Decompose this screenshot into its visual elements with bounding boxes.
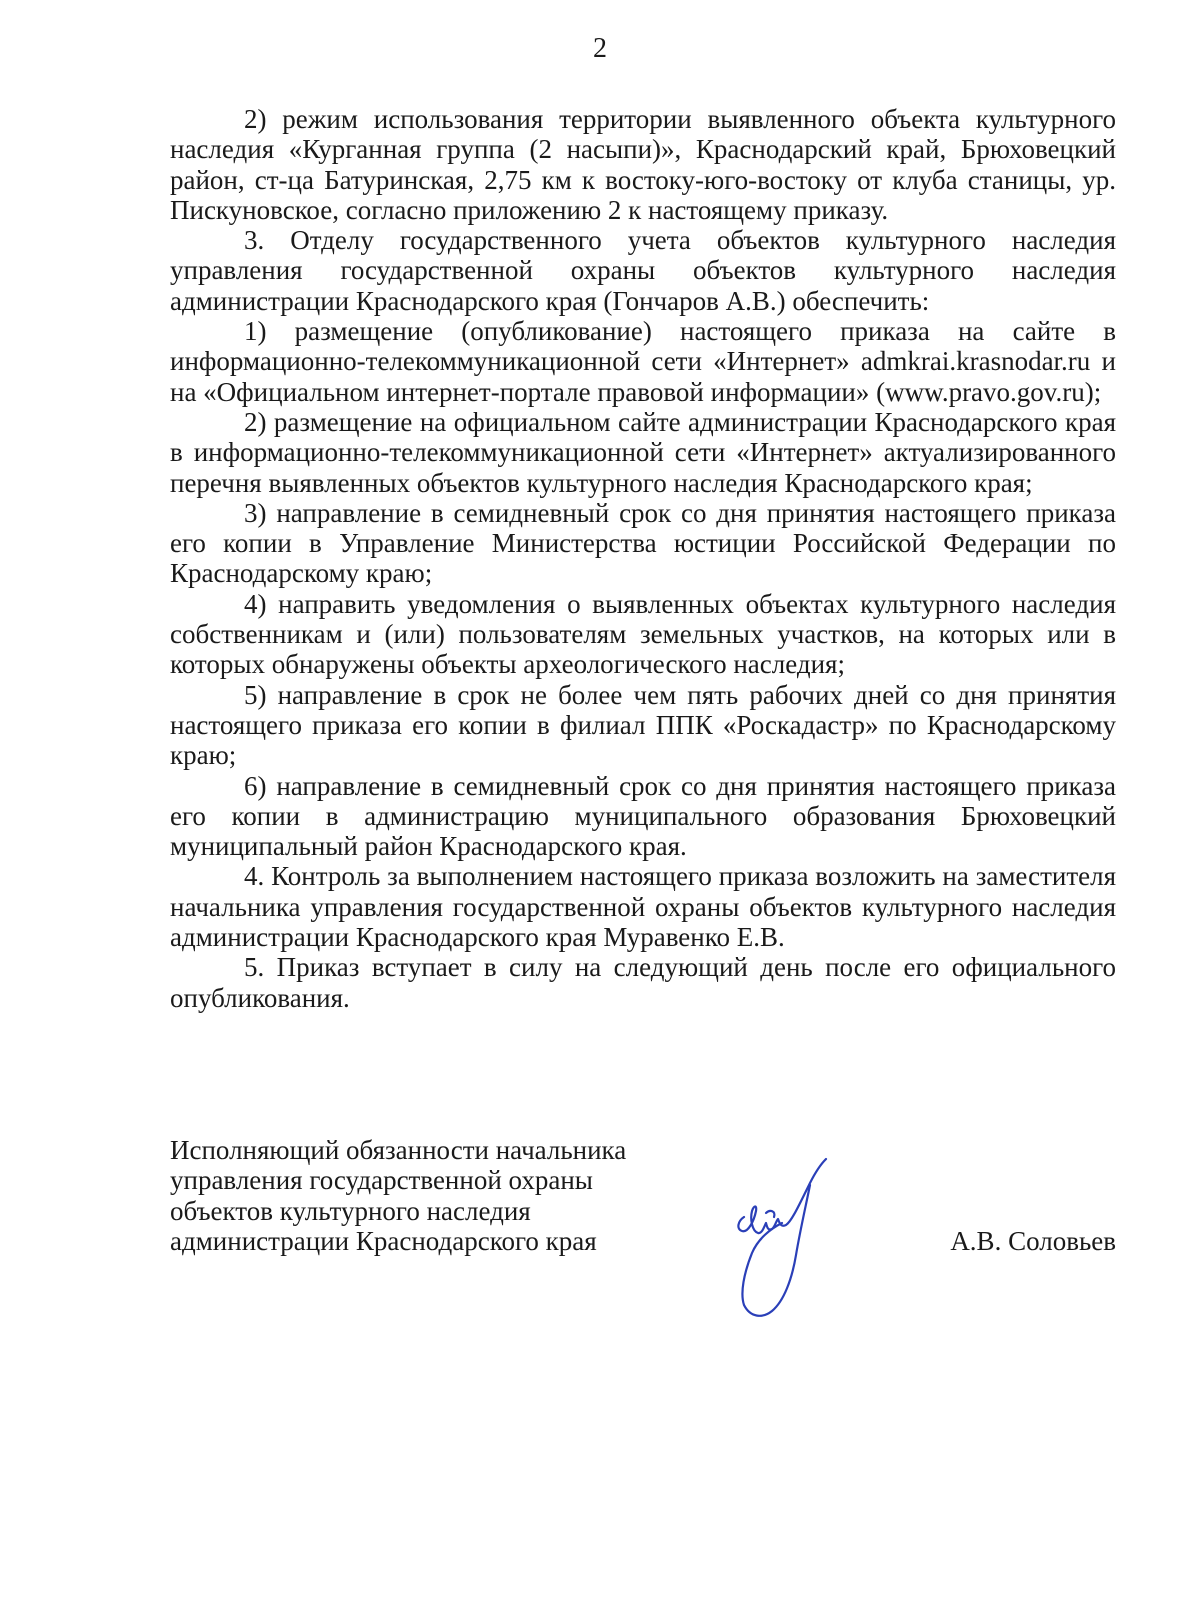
document-body bbox=[170, 104, 1116, 1013]
paragraph-item-3: 3. Отделу государственного учета объектов культурного наследия управления государственной охраны объектов культурного наследия администрации Краснодарского края (Гончаров А.В.) обеспечить: bbox=[170, 225, 1116, 316]
paragraph-subitem-3-ministry: 3) направление в семидневный срок со дня принятия настоящего приказа его копии в Управление Министерства юстиции Российской Федерации по Краснодарскому краю; bbox=[170, 497, 1116, 589]
signature-block bbox=[170, 1135, 1116, 1335]
paragraph-subitem-5-roskadastr: 5) направление в срок не более чем пять рабочих дней со дня принятия настоящего приказа его копии в филиал ППК «Роскадастр» по Краснодарскому краю; bbox=[170, 679, 1116, 771]
signatory-title-line: администрации Краснодарского края bbox=[170, 1225, 597, 1256]
paragraph-regime-territory: 2) режим использования территории выявленного объекта культурного наследия «Курганная группа (2 насыпи)», Краснодарский край, Брюховецкий район, ст-ца Батуринская, 2,75 км к востоку-юго-востоку от клуба станицы, ур. Пискуновское, согласно приложению 2 к настоящему приказу. bbox=[170, 104, 1116, 225]
paragraph-subitem-6-municipal: 6) направление в семидневный срок со дня принятия настоящего приказа его копии в администрацию муниципального образования Брюховецкий муниципальный район Краснодарского края. bbox=[170, 770, 1116, 862]
signatory-title-line: объектов культурного наследия bbox=[170, 1195, 531, 1226]
signatory-title-line: Исполняющий обязанности начальника bbox=[170, 1135, 627, 1165]
paragraph-item-5-effect: 5. Приказ вступает в силу на следующий день после его официального опубликования. bbox=[170, 952, 1116, 1013]
signatory-title-line: управления государственной охраны bbox=[170, 1165, 593, 1196]
paragraph-item-4-control: 4. Контроль за выполнением настоящего приказа возложить на заместителя начальника управления государственной охраны объектов культурного наследия администрации Краснодарского края Муравенко Е.В. bbox=[170, 861, 1116, 953]
paragraph-subitem-4-notifications: 4) направить уведомления о выявленных объектах культурного наследия собственникам и (или) пользователям земельных участков, на которых или в которых обнаружены объекты археологического наследия; bbox=[170, 588, 1116, 680]
handwritten-signature bbox=[730, 1155, 840, 1325]
paragraph-subitem-2-website: 2) размещение на официальном сайте администрации Краснодарского края в информационно-телекоммуникационной сети «Интернет» актуализированного перечня выявленных объектов культурного наследия Краснодарского края; bbox=[170, 406, 1116, 498]
paragraph-subitem-1-publication: 1) размещение (опубликование) настоящего приказа на сайте в информационно-телекоммуникационной сети «Интернет» admkrai.krasnodar.ru и на «Официальном интернет-портале правовой информации» (www.pravo.gov.ru); bbox=[170, 316, 1116, 407]
page-number: 2 bbox=[593, 33, 607, 64]
signatory-name: А.В. Соловьев bbox=[950, 1226, 1116, 1256]
signatory-title bbox=[170, 1135, 626, 1256]
